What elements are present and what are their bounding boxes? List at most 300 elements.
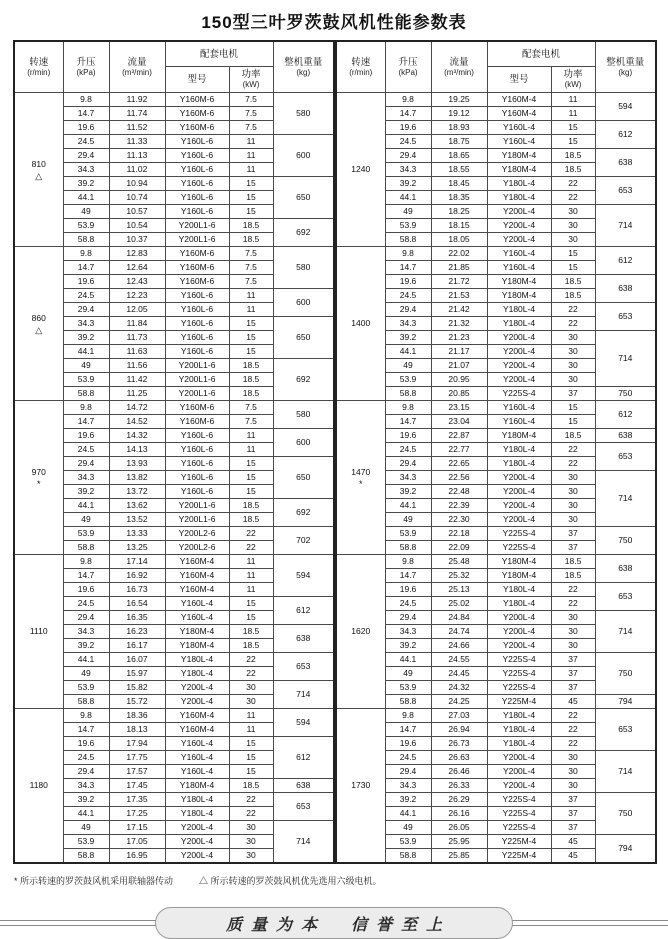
- weight-cell: 580: [273, 401, 334, 429]
- motor-model-cell: Y160L-6: [165, 303, 229, 317]
- flow-cell: 18.36: [109, 709, 165, 723]
- speed-mark: *: [36, 479, 41, 489]
- pressure-cell: 49: [63, 821, 109, 835]
- pressure-cell: 24.5: [63, 597, 109, 611]
- motor-power-cell: 30: [551, 751, 595, 765]
- speed-cell: [14, 93, 63, 247]
- flow-cell: 26.05: [431, 821, 487, 835]
- speed-mark: △: [35, 171, 43, 181]
- motor-power-cell: 22: [551, 443, 595, 457]
- pressure-cell: 24.5: [385, 751, 431, 765]
- flow-cell: 26.29: [431, 793, 487, 807]
- flow-cell: 12.83: [109, 247, 165, 261]
- motor-model-cell: Y225S-4: [487, 527, 551, 541]
- flow-cell: 25.13: [431, 583, 487, 597]
- pressure-cell: 24.5: [63, 443, 109, 457]
- motor-model-cell: Y180L-4: [487, 723, 551, 737]
- speed-cell: [336, 401, 385, 555]
- weight-cell: 714: [595, 611, 656, 653]
- pressure-cell: 58.8: [385, 849, 431, 864]
- weight-label: 整机重量: [284, 56, 323, 68]
- flow-cell: 21.42: [431, 303, 487, 317]
- motor-model-cell: Y160M-6: [165, 415, 229, 429]
- pressure-cell: 9.8: [385, 401, 431, 415]
- motor-model-cell: Y180M-4: [487, 149, 551, 163]
- flow-cell: 11.84: [109, 317, 165, 331]
- weight-cell: 594: [273, 709, 334, 737]
- power-label: 功率: [563, 69, 583, 80]
- flow-cell: 18.35: [431, 191, 487, 205]
- pressure-cell: 14.7: [63, 569, 109, 583]
- col-header-power: [551, 67, 595, 93]
- motor-power-cell: 30: [551, 611, 595, 625]
- flow-cell: 22.48: [431, 485, 487, 499]
- motor-power-cell: 15: [229, 597, 273, 611]
- pressure-cell: 34.3: [385, 163, 431, 177]
- flow-cell: 24.66: [431, 639, 487, 653]
- speed-cell: [336, 247, 385, 401]
- flow-cell: 22.02: [431, 247, 487, 261]
- pressure-cell: 29.4: [63, 611, 109, 625]
- motor-model-cell: Y200L-4: [487, 499, 551, 513]
- flow-cell: 16.73: [109, 583, 165, 597]
- motor-power-cell: 22: [551, 723, 595, 737]
- pressure-label: 升压: [76, 56, 96, 68]
- motor-power-cell: 11: [229, 149, 273, 163]
- pressure-label: 升压: [398, 56, 418, 68]
- footnote: [0, 864, 668, 887]
- speed-cell: [336, 555, 385, 709]
- weight-cell: 750: [595, 527, 656, 555]
- motor-power-cell: 22: [551, 191, 595, 205]
- motor-power-cell: 37: [551, 653, 595, 667]
- flow-cell: 22.77: [431, 443, 487, 457]
- motor-power-cell: 37: [551, 527, 595, 541]
- pressure-cell: 29.4: [385, 303, 431, 317]
- motor-model-cell: Y200L-4: [165, 681, 229, 695]
- motor-power-cell: 30: [551, 233, 595, 247]
- pressure-cell: 9.8: [385, 555, 431, 569]
- pressure-cell: 9.8: [385, 709, 431, 723]
- speed-cell: [336, 709, 385, 864]
- weight-cell: 692: [273, 359, 334, 401]
- motor-power-cell: 15: [229, 485, 273, 499]
- col-header-model: 型号: [165, 67, 229, 93]
- pressure-cell: 9.8: [385, 93, 431, 107]
- motor-power-cell: 15: [229, 191, 273, 205]
- flow-cell: 17.45: [109, 779, 165, 793]
- pressure-cell: 58.8: [63, 695, 109, 709]
- motor-power-cell: 15: [229, 765, 273, 779]
- motor-power-cell: 22: [551, 177, 595, 191]
- weight-cell: 638: [595, 555, 656, 583]
- flow-cell: 11.42: [109, 373, 165, 387]
- motor-model-cell: Y160M-4: [165, 583, 229, 597]
- pressure-cell: 44.1: [385, 653, 431, 667]
- motor-model-cell: Y180L-4: [487, 177, 551, 191]
- motor-model-cell: Y160M-6: [165, 93, 229, 107]
- speed-cell: [14, 401, 63, 555]
- col-header-weight: [595, 41, 656, 93]
- flow-cell: 21.53: [431, 289, 487, 303]
- pressure-cell: 9.8: [63, 93, 109, 107]
- motor-model-cell: Y180M-4: [487, 275, 551, 289]
- motor-model-cell: Y200L-4: [487, 345, 551, 359]
- flow-cell: 17.75: [109, 751, 165, 765]
- pressure-cell: 29.4: [385, 611, 431, 625]
- motor-model-cell: Y200L-4: [487, 765, 551, 779]
- weight-cell: 714: [273, 821, 334, 864]
- motor-model-cell: Y160L-4: [165, 765, 229, 779]
- flow-cell: 20.95: [431, 373, 487, 387]
- pressure-cell: 58.8: [385, 695, 431, 709]
- flow-cell: 13.52: [109, 513, 165, 527]
- motor-power-cell: 22: [229, 807, 273, 821]
- flow-cell: 17.57: [109, 765, 165, 779]
- flow-cell: 23.04: [431, 415, 487, 429]
- motor-power-cell: 18.5: [229, 359, 273, 373]
- motor-power-cell: 30: [551, 779, 595, 793]
- pressure-cell: 24.5: [63, 751, 109, 765]
- flow-cell: 27.03: [431, 709, 487, 723]
- motor-model-cell: Y160L-6: [165, 429, 229, 443]
- motor-power-cell: 18.5: [551, 275, 595, 289]
- slogan-text: 质量为本 信誉至上: [225, 914, 451, 934]
- flow-cell: 26.94: [431, 723, 487, 737]
- pressure-cell: 53.9: [63, 373, 109, 387]
- pressure-cell: 24.5: [385, 289, 431, 303]
- motor-model-cell: Y160L-6: [165, 289, 229, 303]
- motor-power-cell: 7.5: [229, 121, 273, 135]
- flow-cell: 15.97: [109, 667, 165, 681]
- flow-cell: 13.33: [109, 527, 165, 541]
- flow-cell: 10.94: [109, 177, 165, 191]
- flow-cell: 18.25: [431, 205, 487, 219]
- flow-cell: 14.72: [109, 401, 165, 415]
- weight-cell: 638: [595, 429, 656, 443]
- motor-model-cell: Y160L-6: [165, 457, 229, 471]
- weight-cell: 714: [595, 751, 656, 793]
- pressure-cell: 34.3: [63, 779, 109, 793]
- pressure-cell: 49: [63, 359, 109, 373]
- motor-model-cell: Y160M-4: [487, 107, 551, 121]
- pressure-cell: 44.1: [385, 807, 431, 821]
- pressure-cell: 53.9: [385, 373, 431, 387]
- pressure-cell: 49: [63, 513, 109, 527]
- pressure-cell: 19.6: [385, 429, 431, 443]
- motor-power-cell: 15: [229, 177, 273, 191]
- motor-power-cell: 30: [551, 219, 595, 233]
- weight-cell: 714: [595, 205, 656, 247]
- motor-power-cell: 18.5: [551, 555, 595, 569]
- pressure-cell: 39.2: [385, 485, 431, 499]
- motor-power-cell: 7.5: [229, 401, 273, 415]
- pressure-cell: 14.7: [63, 107, 109, 121]
- flow-cell: 16.95: [109, 849, 165, 864]
- pressure-cell: 39.2: [63, 485, 109, 499]
- motor-model-cell: Y160L-6: [165, 163, 229, 177]
- flow-cell: 20.85: [431, 387, 487, 401]
- motor-model-cell: Y160L-4: [165, 597, 229, 611]
- pressure-cell: 9.8: [63, 401, 109, 415]
- flow-cell: 12.23: [109, 289, 165, 303]
- speed-value: 860: [31, 313, 46, 323]
- page-title: 150型三叶罗茨鼓风机性能参数表: [201, 13, 467, 32]
- footnote-coupling: * 所示转速的罗茨鼓风机采用联轴器传动: [14, 876, 174, 886]
- flow-cell: 12.05: [109, 303, 165, 317]
- weight-cell: 650: [273, 457, 334, 499]
- motor-model-cell: Y160M-6: [165, 275, 229, 289]
- pressure-cell: 34.3: [63, 471, 109, 485]
- speed-cell: [14, 709, 63, 864]
- motor-power-cell: 30: [551, 373, 595, 387]
- motor-model-cell: Y180L-4: [487, 443, 551, 457]
- motor-model-cell: Y200L-4: [487, 205, 551, 219]
- col-header-flow: [109, 41, 165, 93]
- motor-model-cell: Y180L-4: [487, 583, 551, 597]
- flow-cell: 25.95: [431, 835, 487, 849]
- motor-power-cell: 22: [229, 653, 273, 667]
- pressure-cell: 49: [385, 359, 431, 373]
- flow-cell: 11.74: [109, 107, 165, 121]
- motor-power-cell: 7.5: [229, 275, 273, 289]
- motor-model-cell: Y160L-6: [165, 317, 229, 331]
- table-body: [14, 93, 334, 864]
- motor-model-cell: Y160L-6: [165, 485, 229, 499]
- flow-cell: 10.37: [109, 233, 165, 247]
- motor-power-cell: 18.5: [229, 639, 273, 653]
- motor-power-cell: 22: [551, 709, 595, 723]
- motor-model-cell: Y225M-4: [487, 695, 551, 709]
- speed-value: 1730: [351, 780, 371, 790]
- motor-power-cell: 37: [551, 541, 595, 555]
- motor-power-cell: 30: [551, 639, 595, 653]
- flow-cell: 21.07: [431, 359, 487, 373]
- weight-cell: 692: [273, 219, 334, 247]
- motor-model-cell: Y200L-4: [487, 233, 551, 247]
- motor-model-cell: Y160M-6: [165, 247, 229, 261]
- motor-model-cell: Y180L-4: [487, 191, 551, 205]
- flow-cell: 11.52: [109, 121, 165, 135]
- motor-power-cell: 18.5: [551, 289, 595, 303]
- footnote-six-pole: △ 所示转速的罗茨鼓风机优先选用六级电机。: [199, 876, 382, 886]
- motor-power-cell: 11: [551, 107, 595, 121]
- motor-power-cell: 15: [229, 205, 273, 219]
- tables-container: [0, 40, 668, 864]
- motor-power-cell: 45: [551, 695, 595, 709]
- motor-power-cell: 15: [229, 345, 273, 359]
- flow-cell: 13.93: [109, 457, 165, 471]
- motor-model-cell: Y160L-6: [165, 443, 229, 457]
- flow-cell: 13.62: [109, 499, 165, 513]
- pressure-cell: 44.1: [385, 191, 431, 205]
- motor-power-cell: 15: [551, 121, 595, 135]
- motor-power-cell: 30: [229, 681, 273, 695]
- table-row: [14, 555, 334, 569]
- col-header-motor-group: 配套电机: [487, 41, 595, 67]
- flow-cell: 12.43: [109, 275, 165, 289]
- speed-value: 970: [31, 467, 46, 477]
- pressure-cell: 9.8: [385, 247, 431, 261]
- pressure-cell: 39.2: [385, 331, 431, 345]
- motor-power-cell: 18.5: [229, 499, 273, 513]
- flow-cell: 22.09: [431, 541, 487, 555]
- speed-value: 1400: [351, 318, 371, 328]
- flow-cell: 11.02: [109, 163, 165, 177]
- table-row: [14, 93, 334, 107]
- power-unit: (kW): [242, 80, 260, 89]
- motor-model-cell: Y225S-4: [487, 821, 551, 835]
- motor-model-cell: Y225S-4: [487, 387, 551, 401]
- flow-cell: 17.94: [109, 737, 165, 751]
- motor-power-cell: 45: [551, 835, 595, 849]
- motor-model-cell: Y160L-4: [165, 737, 229, 751]
- motor-model-cell: Y200L1-6: [165, 499, 229, 513]
- motor-power-cell: 11: [229, 555, 273, 569]
- weight-cell: 653: [273, 653, 334, 681]
- motor-model-cell: Y160L-6: [165, 135, 229, 149]
- motor-power-cell: 18.5: [551, 429, 595, 443]
- motor-power-cell: 37: [551, 821, 595, 835]
- pressure-cell: 53.9: [385, 835, 431, 849]
- motor-model-cell: Y200L-4: [487, 513, 551, 527]
- speed-mark: △: [35, 325, 43, 335]
- motor-power-cell: 30: [551, 205, 595, 219]
- motor-model-cell: Y160L-6: [165, 177, 229, 191]
- weight-cell: 638: [595, 275, 656, 303]
- pressure-cell: 39.2: [63, 331, 109, 345]
- motor-power-cell: 30: [551, 345, 595, 359]
- flow-unit: (m³/min): [122, 67, 152, 77]
- pressure-cell: 44.1: [385, 499, 431, 513]
- pressure-cell: 19.6: [63, 275, 109, 289]
- weight-cell: 750: [595, 653, 656, 695]
- col-header-power: [229, 67, 273, 93]
- motor-model-cell: Y180M-4: [487, 555, 551, 569]
- pressure-cell: 39.2: [63, 639, 109, 653]
- pressure-cell: 53.9: [385, 219, 431, 233]
- motor-power-cell: 22: [229, 793, 273, 807]
- motor-model-cell: Y160L-4: [165, 751, 229, 765]
- motor-model-cell: Y180L-4: [487, 317, 551, 331]
- weight-cell: 612: [595, 247, 656, 275]
- col-header-speed: [336, 41, 385, 93]
- slogan-banner: [0, 907, 668, 939]
- flow-cell: 11.92: [109, 93, 165, 107]
- motor-power-cell: 11: [229, 289, 273, 303]
- motor-model-cell: Y180L-4: [487, 709, 551, 723]
- motor-power-cell: 18.5: [229, 625, 273, 639]
- pressure-cell: 19.6: [63, 429, 109, 443]
- pressure-cell: 19.6: [385, 275, 431, 289]
- pressure-cell: 14.7: [385, 569, 431, 583]
- pressure-cell: 49: [63, 205, 109, 219]
- motor-power-cell: 15: [229, 471, 273, 485]
- col-header-flow: [431, 41, 487, 93]
- pressure-cell: 58.8: [385, 541, 431, 555]
- table-row: [336, 247, 656, 261]
- motor-model-cell: Y200L1-6: [165, 359, 229, 373]
- flow-cell: 15.72: [109, 695, 165, 709]
- col-header-motor-group: 配套电机: [165, 41, 273, 67]
- pressure-cell: 9.8: [63, 555, 109, 569]
- pressure-cell: 9.8: [63, 709, 109, 723]
- pressure-cell: 34.3: [385, 779, 431, 793]
- motor-power-cell: 15: [229, 611, 273, 625]
- pressure-cell: 44.1: [385, 345, 431, 359]
- pressure-cell: 34.3: [63, 163, 109, 177]
- flow-cell: 26.16: [431, 807, 487, 821]
- table-row: [14, 247, 334, 261]
- flow-cell: 25.02: [431, 597, 487, 611]
- weight-cell: 714: [595, 331, 656, 387]
- flow-cell: 11.63: [109, 345, 165, 359]
- flow-cell: 18.93: [431, 121, 487, 135]
- power-unit: (kW): [564, 80, 582, 89]
- weight-cell: 638: [273, 625, 334, 653]
- pressure-cell: 34.3: [385, 625, 431, 639]
- motor-power-cell: 30: [551, 331, 595, 345]
- weight-cell: 794: [595, 835, 656, 864]
- flow-cell: 11.13: [109, 149, 165, 163]
- motor-power-cell: 11: [229, 709, 273, 723]
- flow-cell: 17.05: [109, 835, 165, 849]
- motor-power-cell: 11: [229, 163, 273, 177]
- flow-cell: 22.65: [431, 457, 487, 471]
- pressure-cell: 14.7: [385, 415, 431, 429]
- flow-cell: 18.65: [431, 149, 487, 163]
- flow-cell: 11.56: [109, 359, 165, 373]
- motor-power-cell: 22: [229, 527, 273, 541]
- table-body: [336, 93, 656, 864]
- pressure-cell: 49: [385, 667, 431, 681]
- flow-cell: 17.35: [109, 793, 165, 807]
- col-header-pressure: [385, 41, 431, 93]
- motor-model-cell: Y225S-4: [487, 793, 551, 807]
- weight-cell: 594: [595, 93, 656, 121]
- motor-model-cell: Y200L-4: [487, 639, 551, 653]
- pressure-cell: 29.4: [63, 765, 109, 779]
- motor-power-cell: 30: [551, 485, 595, 499]
- motor-model-cell: Y180L-4: [165, 807, 229, 821]
- motor-model-cell: Y160L-6: [165, 345, 229, 359]
- pressure-cell: 44.1: [63, 807, 109, 821]
- motor-model-cell: Y160M-6: [165, 401, 229, 415]
- weight-cell: 653: [595, 709, 656, 751]
- motor-power-cell: 22: [229, 667, 273, 681]
- motor-model-cell: Y200L-4: [487, 611, 551, 625]
- pressure-cell: 24.5: [385, 443, 431, 457]
- weight-cell: 653: [595, 303, 656, 331]
- motor-model-cell: Y160M-6: [165, 261, 229, 275]
- motor-power-cell: 18.5: [229, 233, 273, 247]
- weight-cell: 612: [595, 121, 656, 149]
- pressure-cell: 53.9: [385, 681, 431, 695]
- motor-power-cell: 15: [229, 457, 273, 471]
- pressure-cell: 44.1: [63, 653, 109, 667]
- pressure-cell: 24.5: [385, 597, 431, 611]
- motor-power-cell: 30: [551, 625, 595, 639]
- motor-model-cell: Y180L-4: [487, 457, 551, 471]
- motor-power-cell: 37: [551, 807, 595, 821]
- weight-cell: 580: [273, 93, 334, 135]
- motor-power-cell: 11: [229, 583, 273, 597]
- motor-model-cell: Y160M-4: [165, 723, 229, 737]
- col-header-weight: [273, 41, 334, 93]
- weight-cell: 580: [273, 247, 334, 289]
- motor-power-cell: 7.5: [229, 415, 273, 429]
- table-header: [336, 41, 656, 93]
